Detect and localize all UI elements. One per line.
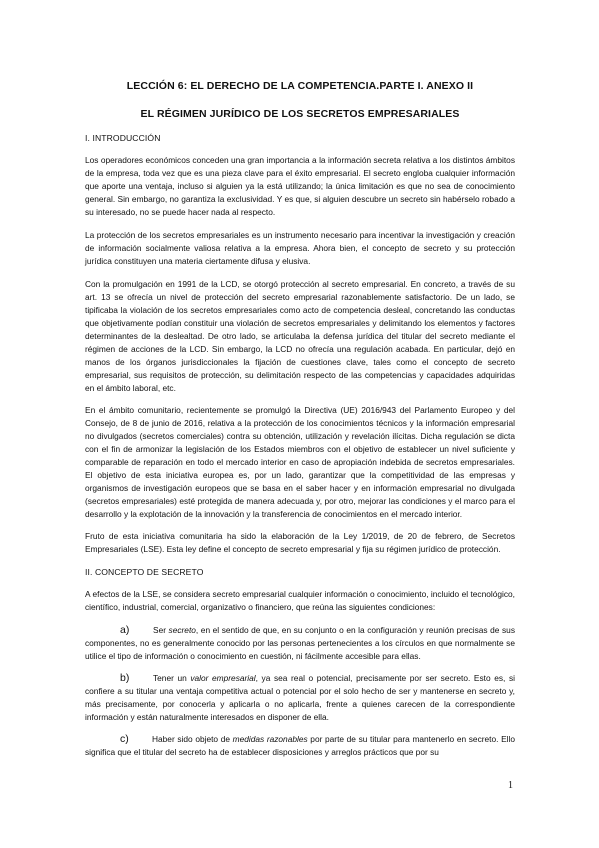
condition-text: Haber sido objeto de [152,734,233,744]
list-marker: c) [120,733,129,745]
condition-text: por parte de su titular para mantenerlo en secreto. Ello significa que el titular del secreto ha de establecer disposiciones y arreglos prácticos que por su [85,734,515,757]
paragraph: Con la promulgación en 1991 de la LCD, se otorgó protección al secreto empresarial. En concreto, a través de su art. 13 se ofrecía un nivel de protección del secreto empresarial razonablemente satisfactorio. De un lado, se tipificaba la violación de los secretos empresariales como acto de competencia desleal, concretando las conductas que objetivamente podían constituir una violación de secretos empresariales y delimitando los elementos y factores determinantes de la deslealtad. De otro lado, se articulaba la defensa jurídica del titular del secreto mediante el régimen de acciones de la LCD. Sin embargo, la LCD no ofrecía una regulación acabada. En particular, dejó en manos de los órganos jurisdiccionales la fijación de cuestiones clave, tales como el concepto de secreto empresarial, sus requisitos de protección, su delimitación respecto de las competencias y capacidades adquiridas en el ámbito laboral, etc. [85,279,515,393]
condition-text: Tener un [153,673,191,683]
paragraph: En el ámbito comunitario, recientemente se promulgó la Directiva (UE) 2016/943 del Parlamento Europeo y del Consejo, de 8 de junio de 2016, relativa a la protección de los conocimientos técnicos y la información empresarial no divulgados (secretos comerciales) contra su obtención, utilización y revelación ilícitas. Dicha regulación se dicta con el fin de armonizar la legislación de los Estados miembros con el objetivo de establecer un nivel suficiente y comparable de reparación en todo el mercado interior en caso de apropiación indebida de secretos empresariales. El objetivo de esta iniciativa europea es, por un lado, garantizar que la competitividad de las empresas y organismos de investigación europeos que se basa en el saber hacer y en información empresarial no divulgada (secretos empresariales) esté protegida de manera adecuada y, por otro, mejorar las condiciones y el marco para el desarrollo y la explotación de la innovación y la transferencia de conocimientos en el mercado interior. [85,405,515,519]
condition-item-a [85,624,515,663]
condition-emphasis: valor empresarial [190,673,256,683]
paragraph: A efectos de la LSE, se considera secreto empresarial cualquier información o conocimiento, incluido el tecnológico, científico, industrial, comercial, organizativo o financiero, que reúna las siguientes condiciones: [85,589,515,612]
condition-item-c [85,733,515,759]
condition-text: Ser [153,625,169,635]
list-marker: a) [120,624,130,636]
section-heading-introduccion: I. INTRODUCCIÓN [85,133,161,143]
page-number: 1 [508,780,513,791]
section-heading-concepto: II. CONCEPTO DE SECRETO [85,567,204,577]
paragraph: Los operadores económicos conceden una gran importancia a la información secreta relativa a los distintos ámbitos de la empresa, toda vez que es una pieza clave para el éxito empresarial. El secreto engloba cualquier información que aporte una ventaja, incluso si alguien ya la está utilizando; la única limitación es que no sea de conocimiento general. Sin embargo, no garantiza la exclusividad. Y es que, si alguien descubre un secreto sin habérselo robado a su interesado, no se puede hacer nada al respecto. [85,155,515,217]
paragraph: Fruto de esta iniciativa comunitaria ha sido la elaboración de la Ley 1/2019, de 20 de febrero, de Secretos Empresariales (LSE). Esta ley define el concepto de secreto empresarial y fija su régimen jurídico de protección. [85,531,515,554]
paragraph: La protección de los secretos empresariales es un instrumento necesario para incentivar la investigación y creación de información socialmente valiosa relativa a la empresa. Ahora bien, el concepto de secreto y su protección jurídica constituyen una materia ciertamente difusa y elusiva. [85,230,515,266]
condition-emphasis: secreto [168,625,196,635]
document-title: LECCIÓN 6: EL DERECHO DE LA COMPETENCIA.PARTE I. ANEXO II [126,80,474,92]
list-marker: b) [120,672,130,684]
document-page [85,66,515,759]
condition-text: , en el sentido de que, en su conjunto o en la configuración y reunión precisas de sus componentes, no es generalmente conocido por las personas pertenecientes a los círculos en que normalmente se utilice el tipo de información o conocimiento en cuestión, ni fácilmente accesible para ellas. [85,625,515,661]
condition-item-b [85,672,515,724]
condition-text: , ya sea real o potencial, precisamente por ser secreto. Esto es, si confiere a su titular una ventaja competitiva actual o potencial por el solo hecho de ser y mantenerse en secreto y, más precisamente, por conocerla y aplicarla o no aplicarla, frente a quienes carecen de la correspondiente información y están naturalmente interesados en disponer de ella. [85,673,515,722]
document-subtitle: EL RÉGIMEN JURÍDICO DE LOS SECRETOS EMPRESARIALES [140,108,460,120]
condition-emphasis: medidas razonables [232,734,308,744]
